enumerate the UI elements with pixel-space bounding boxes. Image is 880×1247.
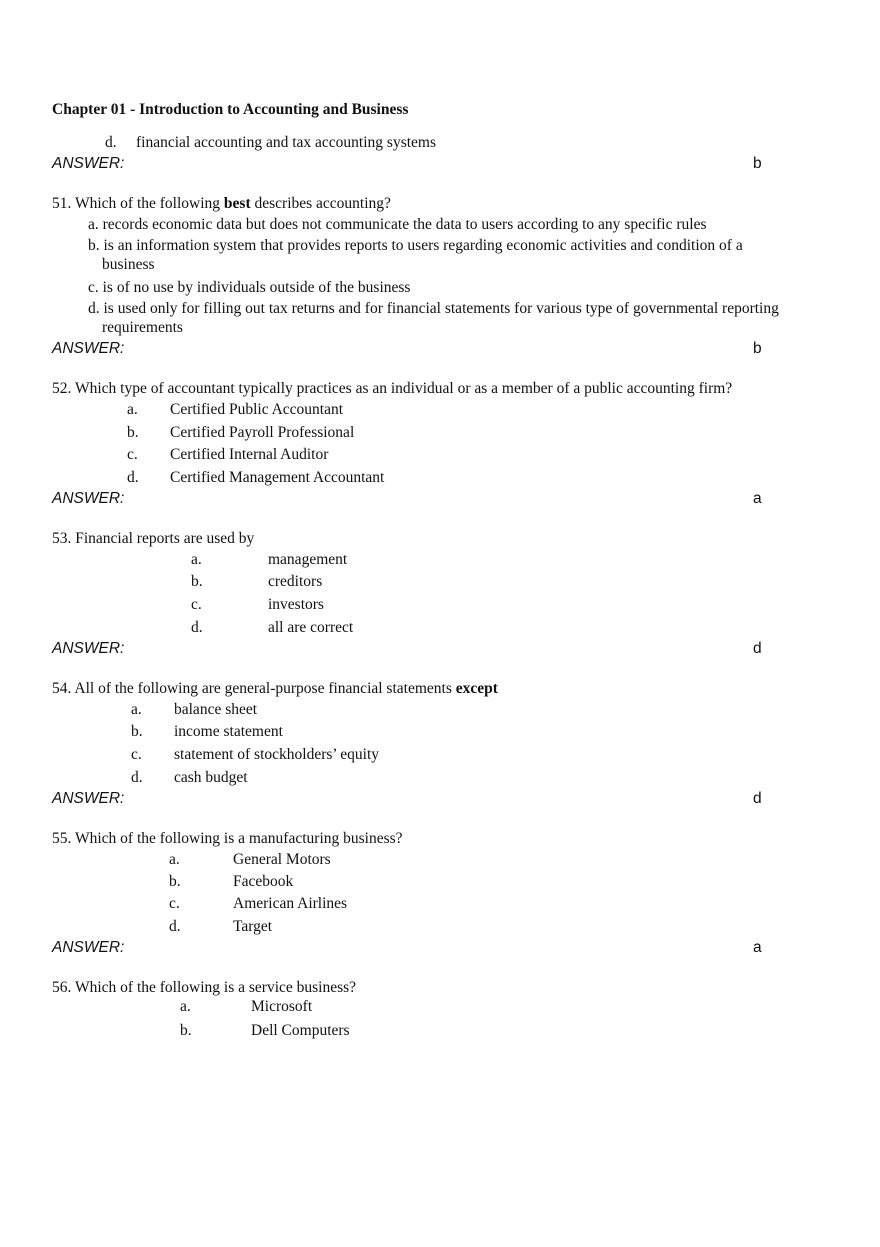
q52-option-c: Certified Internal Auditor bbox=[170, 446, 329, 463]
q53-option-b: creditors bbox=[268, 573, 323, 590]
answer-value: b bbox=[753, 155, 762, 172]
q51-option-c: c. is of no use by individuals outside of the business bbox=[88, 279, 411, 296]
option-letter: a. bbox=[180, 998, 191, 1015]
q54-option-b: income statement bbox=[174, 723, 283, 740]
q52-option-d: Certified Management Accountant bbox=[170, 469, 385, 486]
answer-label: ANSWER: bbox=[52, 790, 125, 807]
q56-option-a: Microsoft bbox=[251, 998, 313, 1015]
answer-label: ANSWER: bbox=[52, 939, 125, 956]
q51-option-b-cont: business bbox=[102, 256, 155, 273]
q54-option-a: balance sheet bbox=[174, 701, 258, 718]
q56-option-b: Dell Computers bbox=[251, 1022, 350, 1039]
option-text: financial accounting and tax accounting systems bbox=[136, 134, 437, 151]
q55-option-d: Target bbox=[233, 918, 273, 935]
q52-option-a: Certified Public Accountant bbox=[170, 401, 344, 418]
answer-value: a bbox=[753, 939, 762, 956]
option-letter: a. bbox=[169, 851, 180, 868]
q54-option-c: statement of stockholders’ equity bbox=[174, 746, 380, 763]
q51-option-b: b. is an information system that provides reports to users regarding economic activities and condition of a bbox=[88, 237, 743, 254]
answer-value: b bbox=[753, 340, 762, 357]
answer-label: ANSWER: bbox=[52, 640, 125, 657]
q55-option-b: Facebook bbox=[233, 873, 294, 890]
answer-label: ANSWER: bbox=[52, 490, 125, 507]
question-52-stem: 52. Which type of accountant typically practices as an individual or as a member of a public accounting firm? bbox=[52, 380, 733, 397]
q53-option-d: all are correct bbox=[268, 619, 354, 636]
q51-option-d-cont: requirements bbox=[102, 319, 183, 336]
option-letter: d. bbox=[169, 918, 181, 935]
option-letter: c. bbox=[169, 895, 180, 912]
option-letter: d. bbox=[105, 134, 117, 151]
q51-option-a: a. records economic data but does not communicate the data to users according to any specific rules bbox=[88, 216, 707, 233]
option-letter: c. bbox=[191, 596, 202, 613]
option-letter: c. bbox=[127, 446, 138, 463]
answer-value: d bbox=[753, 790, 762, 807]
q55-option-a: General Motors bbox=[233, 851, 331, 868]
answer-label: ANSWER: bbox=[52, 340, 125, 357]
option-letter: c. bbox=[131, 746, 142, 763]
question-51-stem: 51. Which of the following best describes accounting? bbox=[52, 195, 391, 212]
option-letter: a. bbox=[127, 401, 138, 418]
answer-value: a bbox=[753, 490, 762, 507]
q55-option-c: American Airlines bbox=[233, 895, 348, 912]
q51-option-d: d. is used only for filling out tax returns and for financial statements for various type of governmental reporting bbox=[88, 300, 779, 317]
q53-option-c: investors bbox=[268, 596, 324, 613]
answer-label: ANSWER: bbox=[52, 155, 125, 172]
question-53-stem: 53. Financial reports are used by bbox=[52, 530, 255, 547]
option-letter: d. bbox=[131, 769, 143, 786]
option-letter: a. bbox=[131, 701, 142, 718]
q52-option-b: Certified Payroll Professional bbox=[170, 424, 355, 441]
chapter-title: Chapter 01 - Introduction to Accounting and Business bbox=[52, 101, 409, 118]
option-letter: b. bbox=[127, 424, 139, 441]
q53-option-a: management bbox=[268, 551, 348, 568]
option-letter: d. bbox=[191, 619, 203, 636]
answer-value: d bbox=[753, 640, 762, 657]
question-55-stem: 55. Which of the following is a manufacturing business? bbox=[52, 830, 403, 847]
question-56-stem: 56. Which of the following is a service business? bbox=[52, 979, 357, 996]
option-letter: b. bbox=[169, 873, 181, 890]
option-letter: d. bbox=[127, 469, 139, 486]
option-letter: b. bbox=[131, 723, 143, 740]
q54-option-d: cash budget bbox=[174, 769, 248, 786]
question-54-stem: 54. All of the following are general-purpose financial statements except bbox=[52, 680, 498, 697]
option-letter: b. bbox=[191, 573, 203, 590]
option-letter: a. bbox=[191, 551, 202, 568]
option-letter: b. bbox=[180, 1022, 192, 1039]
